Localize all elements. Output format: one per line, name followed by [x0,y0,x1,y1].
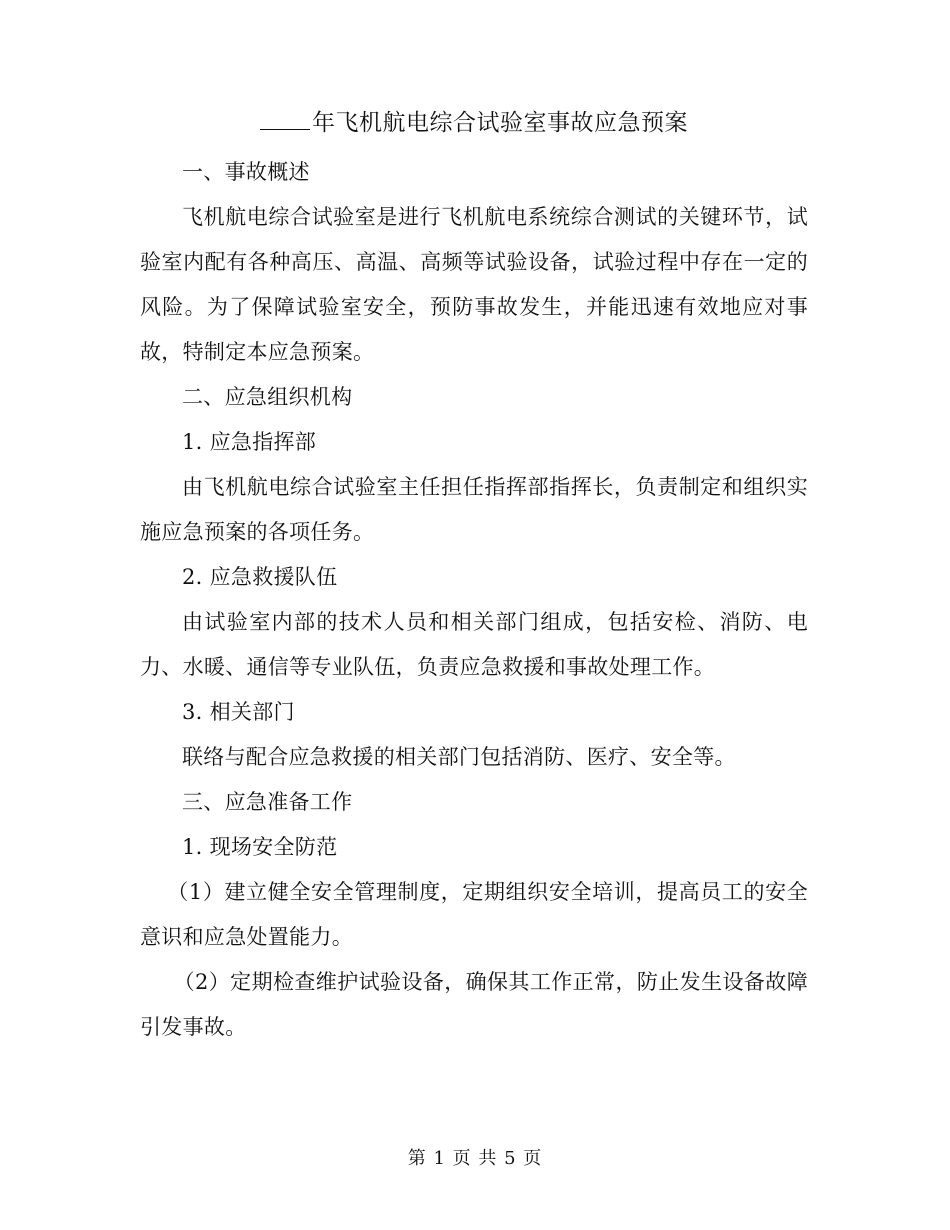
document-body [140,96,808,1050]
paragraph-overview: 飞机航电综合试验室是进行飞机航电系统综合测试的关键环节，试验室内配有各种高压、高温、高频等试验设备，试验过程中存在一定的风险。为了保障试验室安全，预防事故发生，并能迅速有效地应对事故，特制定本应急预案。 [140,205,808,364]
page-number-footer: 第 1 页 共 5 页 [407,1148,543,1169]
section-heading-organization: 二、应急组织机构 [182,385,353,409]
title-blank-line [260,109,310,130]
paragraph-item-2: （2）定期检查维护试验设备，确保其工作正常，防止发生设备故障引发事故。 [140,970,808,1039]
subheading-site-safety: 1. 现场安全防范 [182,835,338,859]
paragraph-item-1: （1）建立健全安全管理制度，定期组织安全培训，提高员工的安全意识和应急处置能力。 [140,880,808,949]
subheading-command: 1. 应急指挥部 [182,430,317,454]
document-title [140,96,808,150]
section-heading-preparation: 三、应急准备工作 [182,790,353,814]
section-heading-overview: 一、事故概述 [182,160,310,184]
document-title-text: 年飞机航电综合试验室事故应急预案 [312,110,688,136]
subheading-related-departments: 3. 相关部门 [182,700,295,724]
paragraph-related-departments: 联络与配合应急救援的相关部门包括消防、医疗、安全等。 [182,745,736,769]
subheading-rescue-team: 2. 应急救援队伍 [182,565,338,589]
paragraph-rescue-team: 由试验室内部的技术人员和相关部门组成，包括安检、消防、电力、水暖、通信等专业队伍，负责应急救援和事故处理工作。 [140,610,808,679]
paragraph-command: 由飞机航电综合试验室主任担任指挥部指挥长，负责制定和组织实施应急预案的各项任务。 [140,475,808,544]
